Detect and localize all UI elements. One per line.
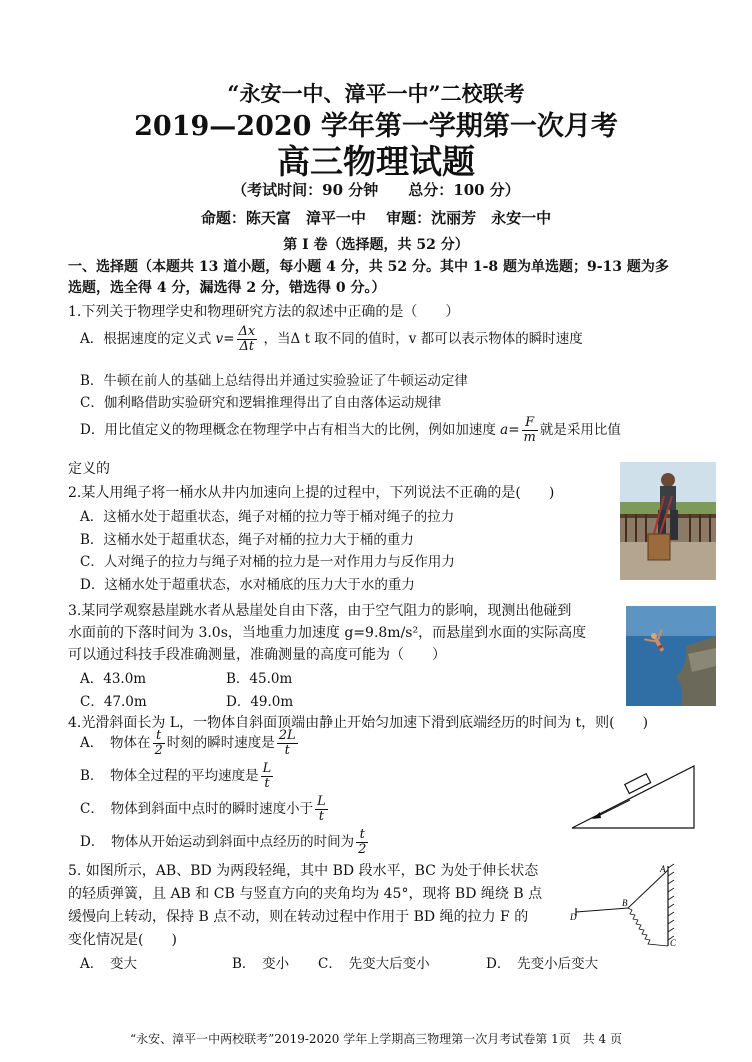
q4-a-mid: 时刻的瞬时速度是: [166, 735, 275, 751]
q4-stem: 4.光滑斜面长为 L，一物体自斜面顶端由静止开始匀加速下滑到底端经历的时间为 t，则( ): [68, 715, 649, 731]
q3-option-b: B．45.0m: [226, 671, 293, 687]
q4-option-a: [80, 729, 300, 758]
q5-option-d: D． 先变小后变大: [486, 956, 599, 972]
q1-d-text: D．用比值定义的物理概念在物理学中占有相当大的比例，例如加速度: [80, 422, 496, 438]
q3-line3: 可以通过科技手段准确测量，准确测量的高度可能为（ ）: [68, 647, 446, 663]
q4-a-fraction1: [153, 729, 165, 758]
incline-diagram: [570, 764, 696, 830]
q2-option-b: B．这桶水处于超重状态，绳子对桶的拉力大于桶的重力: [80, 532, 414, 548]
q5-line4: 变化情况是( ): [68, 932, 177, 948]
q5-option-c: C． 先变大后变小: [318, 956, 430, 972]
q3-line1: 3.某同学观察悬崖跳水者从悬崖处自由下落，由于空气阻力的影响，现测出他碰到: [68, 603, 572, 619]
q1-a-den: Δt: [239, 339, 255, 354]
q3-line2: 水面前的下落时间为 3.0s，当地重力加速度 g=9.8m/s²，而悬崖到水面的实际高度: [68, 625, 587, 641]
label-b: B: [622, 898, 628, 908]
q4-b-fraction: [261, 762, 274, 791]
q4-d-fraction: [356, 828, 368, 857]
label-a: A: [660, 864, 666, 874]
q4-a-text: A． 物体在: [80, 735, 151, 751]
q1-d-fraction: [522, 416, 538, 445]
q5-line2: 的轻质弹簧，且 AB 和 CB 与竖直方向的夹角均为 45°，现将 BD 绳绕 B 点: [68, 886, 543, 902]
well-bucket-illustration: [620, 462, 716, 580]
q1-a-var: v: [215, 331, 224, 347]
q4-a-frac2-num: 2L: [278, 728, 296, 743]
q5-line1: 5. 如图所示，AB、BD 为两段轻绳，其中 BD 段水平，BC 为处于伸长状态: [68, 863, 539, 879]
q1-option-b: B．牛顿在前人的基础上总结得出并通过实验验证了牛顿运动定律: [80, 373, 468, 389]
exam-term-title: 2019—2020 学年第一学期第一次月考: [134, 111, 618, 142]
q2-option-d: D．这桶水处于超重状态，水对桶底的压力大于水的重力: [80, 577, 415, 593]
q5-option-b: B． 变小: [232, 956, 290, 972]
q4-b-text: B． 物体全过程的平均速度是: [80, 768, 259, 784]
rope-spring-diagram: [568, 862, 688, 948]
q4-a-frac1-den: 2: [154, 743, 163, 758]
part-title: 第 I 卷（选择题，共 52 分）: [283, 237, 469, 253]
q2-option-a: A．这桶水处于超重状态，绳子对桶的拉力等于桶对绳子的拉力: [80, 509, 455, 525]
q1-stem: 1.下列关于物理学史和物理研究方法的叙述中正确的是（ ）: [68, 304, 460, 320]
q2-option-c: C．人对绳子的拉力与绳子对桶的拉力是一对作用力与反作用力: [80, 554, 455, 570]
q4-d-frac-den: 2: [358, 842, 367, 857]
q4-b-frac-num: L: [262, 761, 272, 776]
label-c: C: [670, 938, 677, 948]
authors-line: 命题：陈天富 漳平一中 审题：沈丽芳 永安一中: [200, 209, 552, 227]
exam-info: （考试时间：90 分钟 总分：100 分）: [232, 181, 520, 199]
q1-a-text: A．根据速度的定义式: [80, 331, 212, 347]
q1-option-d-continued: 定义的: [68, 461, 110, 477]
q3-option-a: A．43.0m: [80, 671, 147, 687]
q4-d-frac-num: t: [356, 828, 368, 843]
well-bucket-photo: [620, 462, 716, 580]
q4-c-text: C． 物体到斜面中点时的瞬时速度小于: [80, 801, 314, 817]
q4-b-frac-den: t: [264, 776, 270, 791]
cliff-diver-illustration: [626, 606, 716, 706]
q3-option-d: D．49.0m: [226, 694, 294, 710]
q1-d-post: 就是采用比值: [539, 422, 621, 438]
q2-stem: 2.某人用绳子将一桶水从井内加速向上提的过程中，下列说法不正确的是( ): [68, 485, 555, 501]
label-d: D: [570, 912, 577, 922]
q5-line3: 缓慢向上转动，保持 B 点不动，则在转动过程中作用于 BD 绳的拉力 F 的: [68, 909, 529, 925]
q1-d-den: m: [523, 430, 536, 445]
page-footer: “永安、漳平一中两校联考”2019-2020 学年上学期高三物理第一次月考试卷第 1页 共 4 页: [130, 1032, 622, 1046]
q1-d-var: a: [500, 422, 509, 438]
section-instructions-line1: 一、选择题（本题共 13 道小题，每小题 4 分，共 52 分。其中 1-8 题为单选题；9-13 题为多: [68, 259, 669, 275]
q1-d-num: F: [522, 416, 538, 431]
q4-option-b: [80, 762, 275, 791]
q4-a-fraction2: [277, 729, 298, 758]
page-title: 高三物理试题: [277, 142, 475, 181]
q4-c-fraction: [315, 795, 328, 824]
q1-option-c: C．伽利略借助实验研究和逻辑推理得出了自由落体运动规律: [80, 395, 442, 411]
q4-c-frac-num: L: [317, 794, 326, 809]
q4-a-frac1-num: t: [153, 729, 165, 744]
q5-option-a: A． 变大: [80, 956, 137, 972]
q1-option-a: A．根据速度的定义式 v= $\frac{\Delta x}{\Delta t}$ ，当Δ t 取不同的值时，v 都可以表示物体的瞬时速度: [80, 324, 583, 354]
section-instructions-line2: 选题，选全得 4 分，漏选得 2 分，错选得 0 分。）: [68, 280, 386, 296]
q1-option-d: D．用比值定义的物理概念在物理学中占有相当大的比例，例如加速度 a= $\frac{F}{m}$ 就是采用比值: [80, 415, 621, 445]
q1-a-num: Δx: [238, 324, 256, 339]
q4-option-c: [80, 795, 330, 824]
q1-a-fraction: [237, 325, 258, 354]
q4-d-text: D． 物体从开始运动到斜面中点经历的时间为: [80, 834, 355, 850]
exam-union-title: “永安一中、漳平一中”二校联考: [227, 81, 525, 106]
q4-option-d: [80, 828, 370, 857]
q4-c-frac-den: t: [318, 809, 325, 824]
q3-option-c: C．47.0m: [80, 694, 147, 710]
cliff-diver-photo: [626, 606, 716, 706]
q4-a-frac2-den: t: [284, 743, 290, 758]
q1-a-post: ，当Δ t 取不同的值时，v 都可以表示物体的瞬时速度: [263, 331, 583, 347]
